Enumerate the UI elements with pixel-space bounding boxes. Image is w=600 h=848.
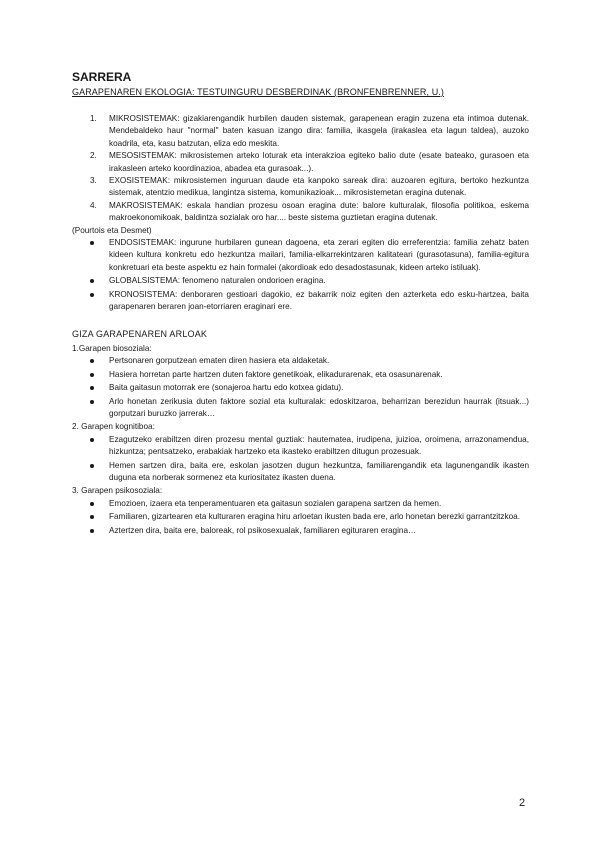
area-list <box>72 498 529 537</box>
bullet-icon <box>90 293 94 297</box>
area-label: 3. Garapen psikosoziala: <box>72 486 163 496</box>
list-item-text: Hemen sartzen dira, baita ere, eskolan jasotzen dugun hezkuntza, familiarengandik eta lagunengandik ikasten duguna eta norberak sormenez eta kuriositatez ikasten duena. <box>109 460 529 482</box>
list-item <box>72 396 529 421</box>
list-item-text: Familiaren, gizartearen eta kulturaren eragina hiru arloetan ikusten bada ere, arlo honetan berezki garrantzitzkoa. <box>109 512 520 522</box>
system-number: 4. <box>90 200 97 210</box>
list-item-text: Pertsonaren gorputzean ematen diren hasiera eta aldaketak. <box>109 356 330 366</box>
bullet-icon <box>90 529 94 533</box>
system-text: MESOSISTEMAK: mikrosistemen arteko loturak eta interakzioa egiteko balio dute (esate bateako, gurasoen eta irakasleen arteko koordinazioa, abadea eta gurasoak...). <box>109 151 529 173</box>
system-number: 2. <box>90 151 97 161</box>
bullet-icon <box>90 279 94 283</box>
list-item-text: Arlo honetan zerikusia duten faktore sozial eta kulturalak: edoskitzaroa, beharrizan berezidun haurrak (itsuak...) gorputzari buruzko jarrerak… <box>109 396 529 418</box>
system-item <box>72 150 529 175</box>
bullet-icon <box>90 373 94 377</box>
system-text: EXOSISTEMAK: mikrosistemen inguruan daude eta kanpoko sareak dira: auzoaren egitura, bertoko hezkuntza sistemak, atentzio medikua, langintza sistema, komunikazioak... mikrosistemetan eragina dutenak. <box>109 176 529 198</box>
list-item-text: GLOBALSISTEMA: fenomeno naturalen ondorioen eragina. <box>109 276 326 286</box>
list-item <box>72 289 529 314</box>
area-list <box>72 355 529 420</box>
list-item <box>72 511 529 523</box>
bullet-icon <box>90 400 94 404</box>
page-title: SARRERA <box>72 70 132 84</box>
system-item <box>72 175 529 200</box>
list-item-text: Aztertzen dira, baita ere, baloreak, rol psikosexualak, familiaren egituraren eragina… <box>109 525 417 535</box>
list-item-text: KRONOSISTEMA: denboraren gestioari dagokio, ez bakarrik noiz egiten den azterketa edo esku-hartzea, baita garapenaren beraren joan-etorriaren eraginari ere. <box>109 289 529 312</box>
list-item-text: ENDOSISTEMAK: ingurune hurbilaren gunean dagoena, eta zerari egiten dio erreferentzia: familia zehatz baten kideen kultura konkretu edo hezkuntza mailari, familia-elkarrekintzaren kalitateari (gurasotasuna), familia-egitura konkretuari eta beste aspektu ez hain formalei (akordioak edo desadostasunak, kideen arteko istiluak). <box>109 238 529 272</box>
system-number: 1. <box>90 114 97 123</box>
page-number: 2 <box>519 797 526 809</box>
bullet-icon <box>90 438 94 442</box>
section-heading: GIZA GARAPENAREN ARLOAK <box>72 328 208 339</box>
system-text: MAKROSISTEMAK: eskala handian prozesu osoan eragina dute: balore kulturalak, filosofia politikoa, eskema makroekonomikoak, baldintza sozialak oro har.... beste sistema guztietan eragina dutenak. <box>109 200 529 223</box>
list-item <box>72 498 529 510</box>
list-item <box>72 525 529 537</box>
system-item <box>72 113 529 150</box>
bullet-icon <box>90 359 94 363</box>
list-item-text: Hasiera horretan parte hartzen duten faktore genetikoak, elikadurarenak, eta osasunarenak. <box>109 369 443 379</box>
list-item <box>72 237 529 274</box>
system-number: 3. <box>90 176 97 186</box>
source-note: (Pourtois eta Desmet) <box>72 225 152 235</box>
bullet-icon <box>90 241 94 245</box>
list-item-text: Emozioen, izaera eta tenperamentuaren eta gaitasun sozialen garapena sartzen da hemen. <box>109 498 442 508</box>
list-item <box>72 434 529 459</box>
system-item <box>72 200 529 225</box>
bullet-icon <box>90 515 94 519</box>
list-item <box>72 275 529 287</box>
system-text: MIKROSISTEMAK: gizakiarengandik hurbilen dauden sistemak, garapenean eragin zuzena eta intimoa dutenak. Mendebaldeko haur "normal" baten kasuan izango dira: familia, ikasgela (irakaslea eta lagun taldea), auzoko koadrila, eta, kasu batzutan, eliza edo meskita. <box>109 114 529 148</box>
list-item-text: Baita gaitasun motorrak ere (sonajeroa hartu edo kotxea gidatu). <box>109 383 344 393</box>
area-label: 2. Garapen kognitiboa: <box>72 422 155 432</box>
area-label: 1.Garapen biosoziala: <box>72 343 152 353</box>
list-item-text: Ezagutzeko erabiltzen diren prozesu mental guztiak: hautematea, irudipena, juizioa, oroimena, arrazonamendua, hizkuntza; pentsatzeko, erabakiak hartzeko eta ikasteko erabiltzen ditugun prozesuak. <box>109 434 529 457</box>
document-page <box>72 70 529 538</box>
area-list <box>72 434 529 485</box>
systems-list <box>72 113 529 225</box>
bullet-icon <box>90 464 94 468</box>
document-body <box>72 113 529 537</box>
list-item <box>72 460 529 485</box>
list-item <box>72 355 529 367</box>
bullet-icon <box>90 502 94 506</box>
list-item <box>72 369 529 381</box>
bullet-icon <box>90 386 94 390</box>
extra-systems-list <box>72 237 529 313</box>
list-item <box>72 382 529 394</box>
page-subtitle: GARAPENAREN EKOLOGIA: TESTUINGURU DESBERDINAK (BRONFENBRENNER, U.) <box>72 87 444 97</box>
